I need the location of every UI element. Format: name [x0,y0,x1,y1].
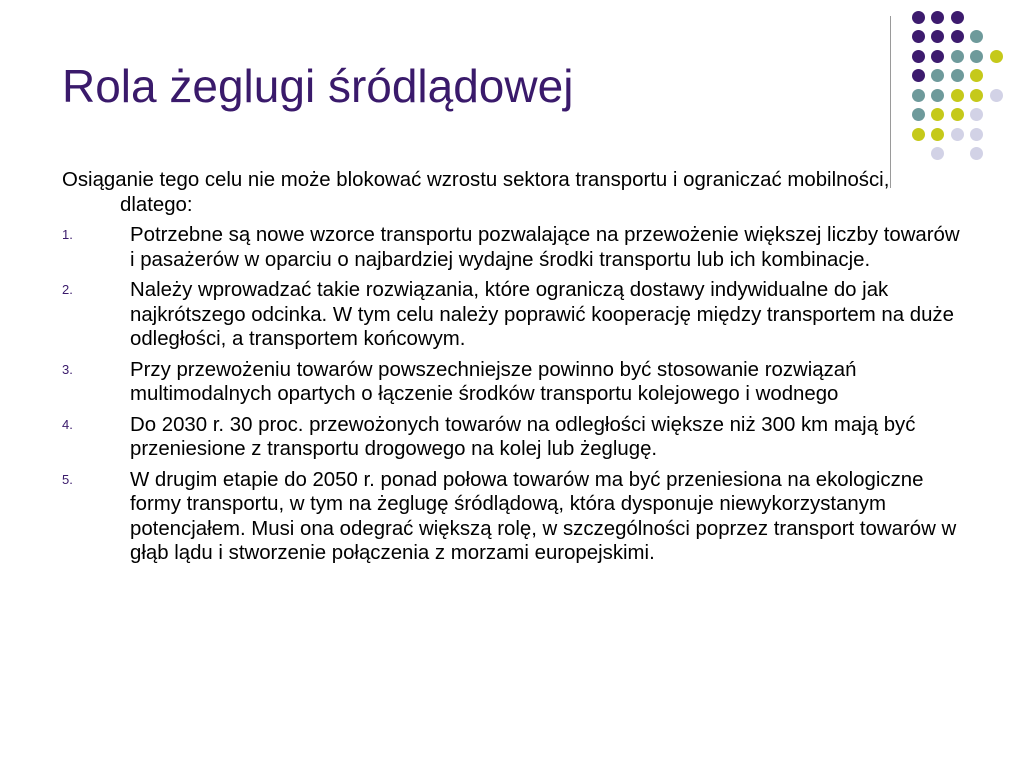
list-item [62,468,962,566]
decorative-dot [970,69,983,82]
decorative-dot [931,69,944,82]
decorative-dot [951,128,964,141]
list-item-text: W drugim etapie do 2050 r. ponad połowa towarów ma być przeniesiona na ekologiczne formy transportu, w tym na żeglugę śródlądową, która dysponuje niewykorzystanym potencjałem. Musi ona odegrać większą rolę, w szczególności poprzez transport towarów w głąb lądu i stworzenie połączenia z morzami europejskimi. [130,468,957,564]
decorative-dot [912,89,925,102]
decorative-dot [912,50,925,63]
decorative-dot [990,50,1003,63]
list-item-number: 4. [62,416,73,432]
decorative-dot [951,69,964,82]
intro-paragraph: Osiąganie tego celu nie może blokować wzrostu sektora transportu i ograniczać mobilności, dlatego: [62,169,890,216]
decorative-dot [931,50,944,63]
decorative-dot [912,69,925,82]
vertical-divider [890,16,891,188]
decorative-dot [912,128,925,141]
list-item-number: 2. [62,282,73,297]
slide-body [62,168,962,572]
decorative-dot [970,147,983,160]
decorative-dot [912,108,925,121]
decorative-dot [931,108,944,121]
numbered-list [62,223,962,566]
list-item-text: Przy przewożeniu towarów powszechniejsze powinno być stosowanie rozwiązań multimodalnych opartych o łączenie środków transportu kolejowego i wodnego [130,358,857,405]
list-item [62,413,962,462]
decorative-dot [951,11,964,24]
decorative-dot [912,30,925,43]
list-item-text: Należy wprowadzać takie rozwiązania, które ograniczą dostawy indywidualne do jak najkrótszego odcinka. W tym celu należy poprawić kooperację między transportem na duże odległości, a transportem końcowym. [130,279,954,350]
list-item [62,278,962,352]
dot-grid-decoration [0,0,1024,190]
decorative-dot [951,89,964,102]
decorative-dot [912,11,925,24]
decorative-dot [951,30,964,43]
decorative-dot [931,147,944,160]
decorative-dot [970,89,983,102]
decorative-dot [931,128,944,141]
decorative-dot [931,89,944,102]
decorative-dot [931,30,944,43]
decorative-dot [970,108,983,121]
list-item-text: Potrzebne są nowe wzorce transportu pozwalające na przewożenie większej liczby towarów i pasażerów w oparciu o najbardziej wydajne środki transportu lub ich kombinacje. [130,224,960,271]
decorative-dot [931,11,944,24]
decorative-dot [990,89,1003,102]
list-item-number: 3. [62,361,73,377]
decorative-dot [970,128,983,141]
decorative-dot [970,50,983,63]
decorative-dot [951,50,964,63]
list-item-number: 1. [62,227,73,242]
list-item-text: Do 2030 r. 30 proc. przewożonych towarów na odległości większe niż 300 km mają być przeniesione z transportu drogowego na kolej lub żeglugę. [130,413,916,460]
list-item [62,358,962,407]
list-item-number: 5. [62,471,73,487]
slide-title: Rola żeglugi śródlądowej [62,60,574,112]
decorative-dot [970,30,983,43]
decorative-dot [951,108,964,121]
list-item [62,223,962,272]
